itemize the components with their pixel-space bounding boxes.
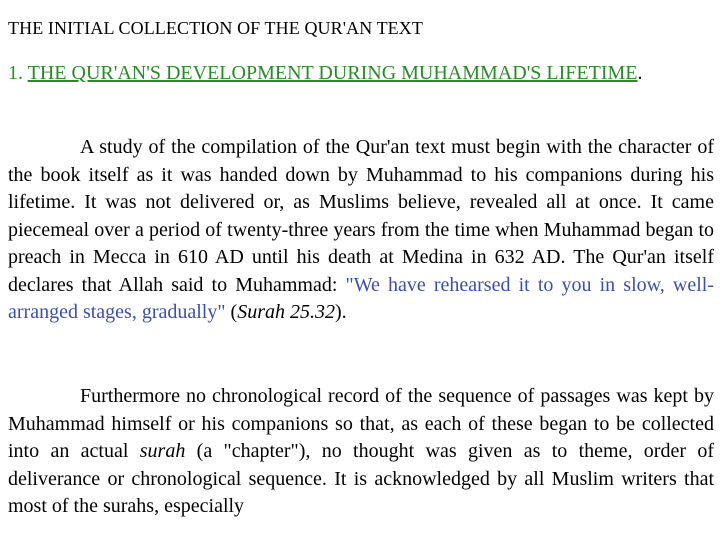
citation-open: ( [225,301,238,323]
section-heading-period: . [637,62,643,84]
paragraph-1-text: A study of the compilation of the Qur'an text must begin with the character of the book itself as it was handed down by Muhammad to his companions during his lifetime. It was not delivered or, as Muslims believe, revealed all at once. It came piecemeal over a period of twenty-three years from the time when Muhammad began to preach in Mecca in 610 AD until his death at Medina in 632 AD. The Qur'an itself declares that Allah said to Muhammad: [8,136,714,296]
section-heading-link[interactable]: THE QUR'AN'S DEVELOPMENT DURING MUHAMMAD'S LIFETIME [27,62,638,84]
surah-term: surah [139,440,186,462]
paragraph-2-text-before: Furthermore no chronological record of the sequence of passages was kept by Muhammad himself or his companions so that, as each of these began to be collected into an actual [8,385,714,462]
paragraph-1 [8,134,714,327]
paragraph-2-text-after: (a "chapter"), no thought was given as to theme, order of deliverance or chronological sequence. It is acknowledged by all Muslim writers that most of the surahs, especially [8,440,715,517]
surah-citation: Surah 25.32 [237,301,335,323]
citation-close: ). [335,301,347,323]
section-heading [8,60,668,87]
paragraph-2 [8,383,714,521]
quran-quote: "We have rehearsed it to you in slow, well-arranged stages, gradually" [8,273,714,323]
document-title: THE INITIAL COLLECTION OF THE QUR'AN TEXT [8,18,423,38]
section-number: 1. [8,62,28,84]
